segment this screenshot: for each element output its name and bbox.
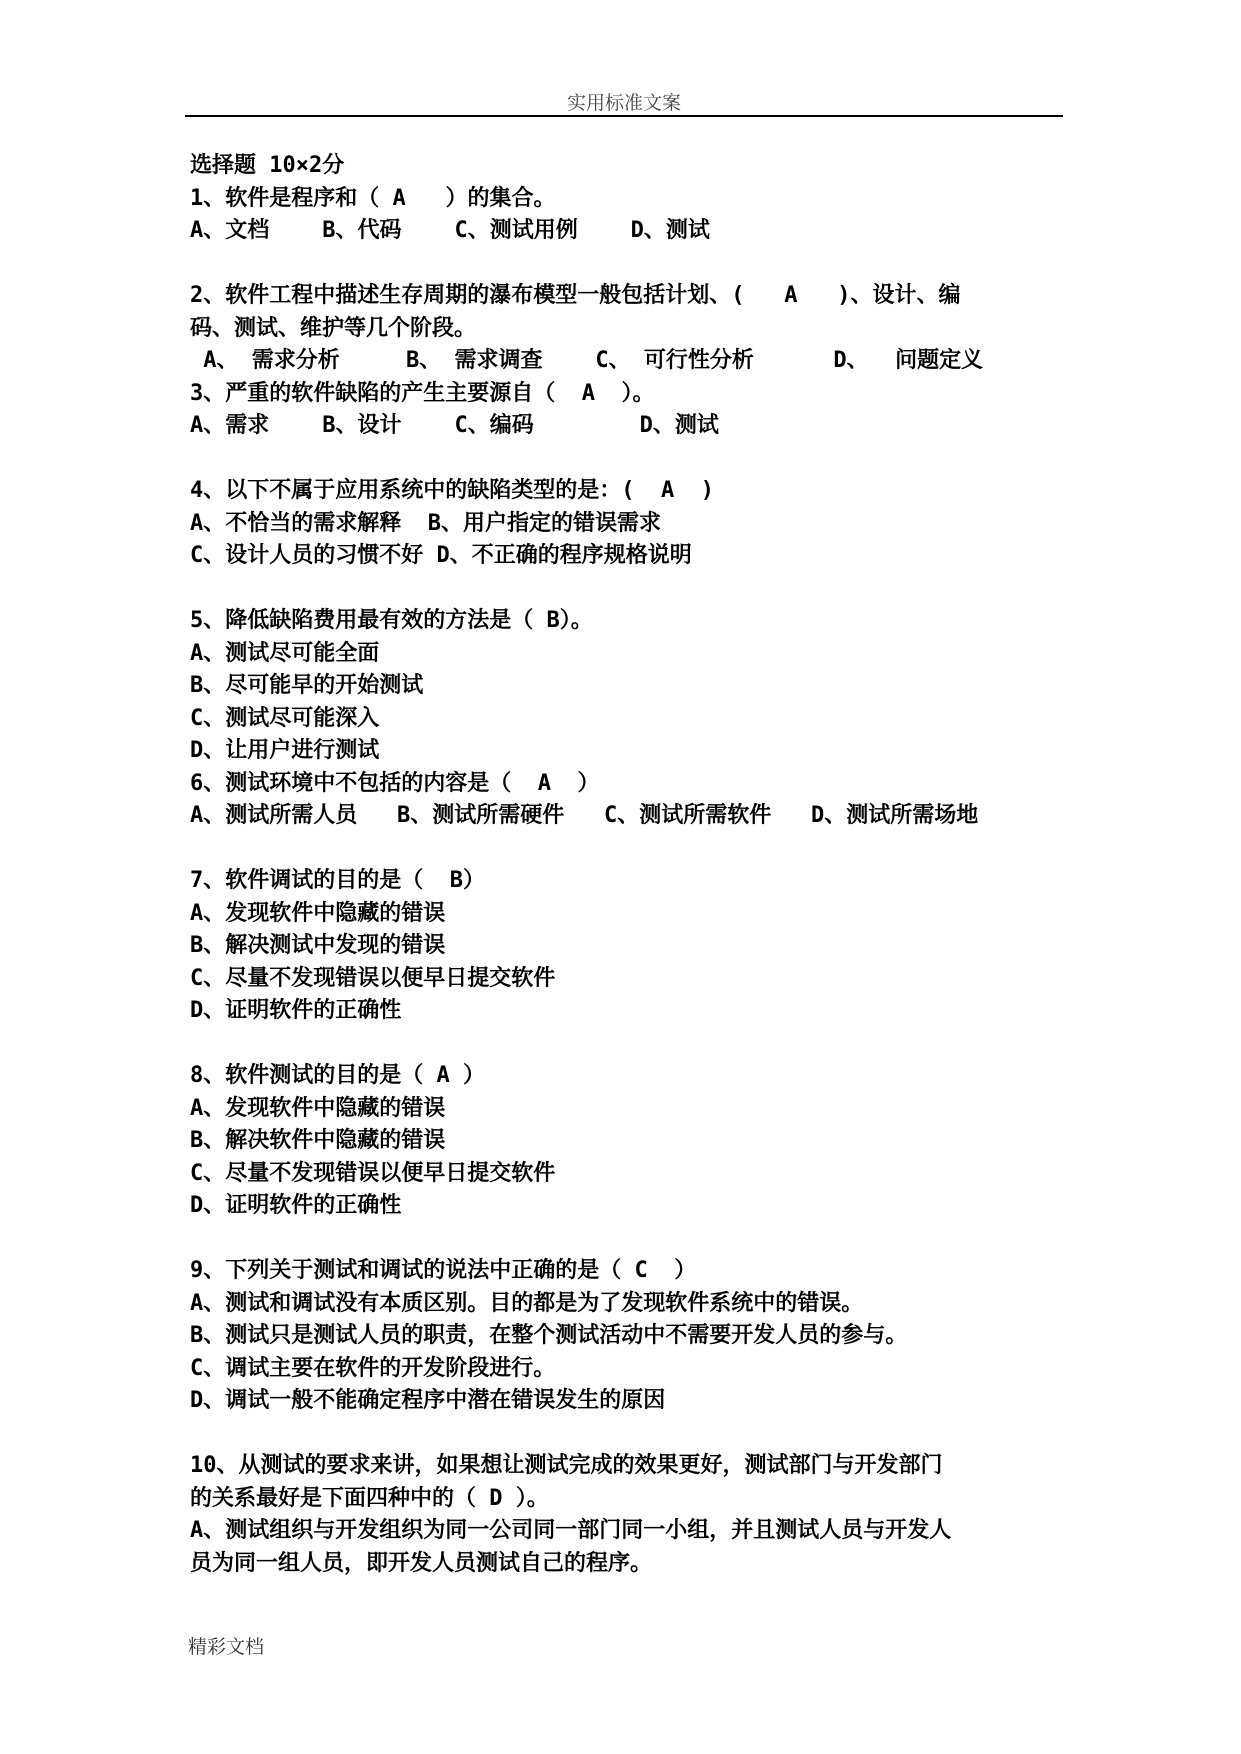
blank-line	[190, 833, 1070, 866]
text-line: 10、从测试的要求来讲，如果想让测试完成的效果更好，测试部门与开发部门	[190, 1453, 943, 1478]
text-line: A、需求 B、设计 C、编码 D、测试	[190, 413, 719, 438]
text-line: B、尽可能早的开始测试	[190, 673, 424, 698]
text-line: 3、严重的软件缺陷的产生主要源自（ A ）。	[190, 380, 655, 406]
text-line: B、测试只是测试人员的职责，在整个测试活动中不需要开发人员的参与。	[190, 1323, 908, 1348]
text-line: C、尽量不发现错误以便早日提交软件	[190, 1160, 556, 1186]
text-line: 的关系最好是下面四种中的（ D ）。	[190, 1485, 549, 1511]
text-line: D、证明软件的正确性	[190, 1193, 402, 1218]
text-line: A、不恰当的需求解释 B、用户指定的错误需求	[190, 510, 661, 536]
text-line: D、证明软件的正确性	[190, 998, 402, 1023]
text-line: 9、下列关于测试和调试的说法中正确的是（ C ）	[190, 1258, 697, 1283]
text-line: 码、测试、维护等几个阶段。	[190, 315, 477, 341]
page-footer-text: 精彩文档	[188, 1636, 265, 1658]
text-line: 7、软件调试的目的是（ B）	[190, 868, 485, 893]
text-line: 员为同一组人员，即开发人员测试自己的程序。	[190, 1550, 653, 1576]
text-line: 5、降低缺陷费用最有效的方法是（ B）。	[190, 608, 593, 633]
blank-line	[190, 443, 1070, 476]
text-line: 4、以下不属于应用系统中的缺陷类型的是：( A )	[190, 478, 714, 503]
text-line: 8、软件测试的目的是（ A ）	[190, 1063, 485, 1088]
text-line: 6、测试环境中不包括的内容是（ A ）	[190, 770, 600, 796]
text-line: 1、软件是程序和（ A ）的集合。	[190, 185, 556, 211]
text-line: C、设计人员的习惯不好 D、不正确的程序规格说明	[190, 543, 692, 568]
text-line: 2、软件工程中描述生存周期的瀑布模型一般包括计划、( A )、设计、编	[190, 283, 961, 308]
blank-line	[190, 1223, 1070, 1256]
text-line: C、尽量不发现错误以便早日提交软件	[190, 965, 556, 991]
text-line: 选择题 10×2分	[190, 153, 345, 178]
text-line: A、 需求分析 B、 需求调查 C、 可行性分析 D、 问题定义	[190, 348, 984, 373]
blank-line	[190, 248, 1070, 281]
header-divider	[185, 115, 1063, 117]
text-line: D、让用户进行测试	[190, 738, 380, 763]
text-line: B、解决测试中发现的错误	[190, 933, 446, 958]
text-line: A、测试所需人员 B、测试所需硬件 C、测试所需软件 D、测试所需场地	[190, 803, 979, 828]
text-line: B、解决软件中隐藏的错误	[190, 1128, 446, 1153]
text-line: A、文档 B、代码 C、测试用例 D、测试	[190, 218, 710, 243]
document-body	[190, 150, 1070, 1580]
blank-line	[190, 1028, 1070, 1061]
blank-line	[190, 573, 1070, 606]
text-line: C、调试主要在软件的开发阶段进行。	[190, 1355, 556, 1381]
text-line: A、测试尽可能全面	[190, 640, 380, 666]
page-header-title: 实用标准文案	[566, 92, 681, 114]
text-line: A、发现软件中隐藏的错误	[190, 900, 446, 926]
text-line: D、调试一般不能确定程序中潜在错误发生的原因	[190, 1388, 666, 1413]
text-line: C、测试尽可能深入	[190, 705, 380, 731]
blank-line	[190, 1418, 1070, 1451]
text-line: A、发现软件中隐藏的错误	[190, 1095, 446, 1121]
text-line: A、测试和调试没有本质区别。目的都是为了发现软件系统中的错误。	[190, 1290, 864, 1316]
text-line: A、测试组织与开发组织为同一公司同一部门同一小组，并且测试人员与开发人	[190, 1518, 952, 1543]
